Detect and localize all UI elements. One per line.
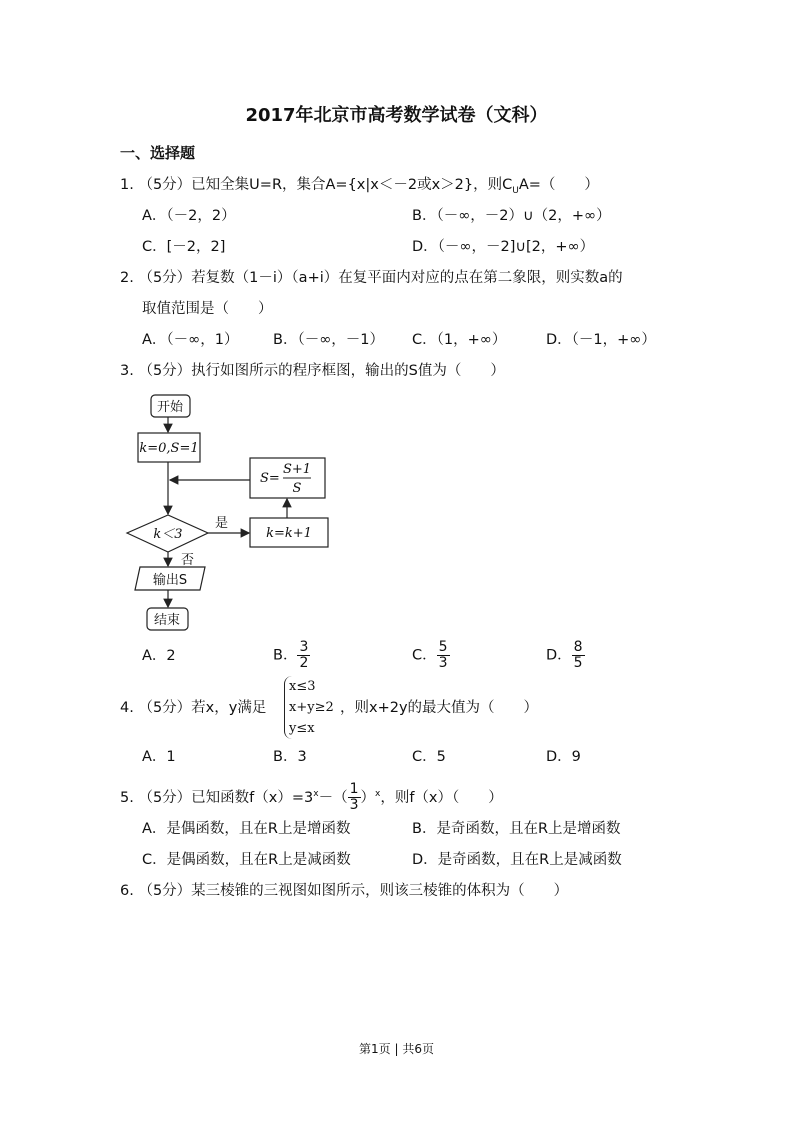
numerator: 1 [349,781,359,798]
question-text: （5分）已知函数f（x）=3 [138,789,314,806]
question-text-end: ，则f（x）（ ） [380,789,503,806]
fraction [297,640,310,671]
question-6 [120,881,568,901]
question-4 [120,698,266,718]
option-c [412,640,450,671]
output-label: 输出S [152,573,188,588]
question-text: （5分）若复数（1－i）（a+i）在复平面内对应的点在第二象限，则实数a的 [138,270,623,286]
option-c: C．（1，+∞） [412,332,507,348]
condition-label: k＜3 [153,527,183,542]
fraction [437,640,450,671]
question-text-end: A=（ ） [518,177,599,193]
option-d [546,640,585,671]
init-label: k=0,S=1 [139,441,199,456]
option-b [273,640,310,671]
subscript: U [512,185,519,196]
end-label: 结束 [153,613,181,628]
section-heading: 一、选择题 [120,144,196,162]
paren: ） [360,789,375,806]
denominator: 2 [299,655,309,671]
page-footer: 第1页 | 共6页 [359,1042,434,1056]
question-text-line2: 取值范围是（ ） [142,301,273,317]
question-text: （5分）已知全集U=R，集合A={x|x＜－2或x＞2}，则C [138,177,513,193]
no-label: 否 [181,553,195,568]
question-number: 3. [120,363,134,379]
inequality: y≤x [289,721,315,736]
exponent: x [313,789,319,799]
option-b: B．是奇函数，且在R上是增函数 [412,821,621,837]
start-label: 开始 [156,400,184,415]
inequality: x≤3 [289,679,316,694]
yes-label: 是 [215,516,229,531]
option-b: B．3 [273,749,307,765]
inequality: x+y≥2 [289,700,334,715]
fraction [572,640,585,671]
update-s-numerator: S+1 [282,462,312,477]
option-c: C．5 [412,749,446,765]
increment-label: k=k+1 [266,526,312,541]
option-b: B．（－∞，－1） [273,332,385,348]
fraction [348,782,361,813]
denominator: 3 [349,797,359,814]
numerator: 5 [438,639,448,655]
question-number: 6. [120,883,134,899]
question-text-end: ，则x+2y的最大值为（ ） [340,700,539,716]
denominator: 5 [573,655,583,671]
question-text: （5分）若x，y满足 [138,700,267,716]
question-number: 1. [120,177,134,193]
question-number: 5. [120,789,134,806]
numerator: 3 [299,639,309,655]
option-label: A． [142,648,167,664]
option-c: C．[－2，2] [142,239,226,255]
option-a [142,646,176,666]
option-b: B．（－∞，－2）∪（2，+∞） [412,208,611,224]
option-label: C． [412,647,437,664]
operator: －（ [318,789,348,806]
numerator: 8 [573,639,583,655]
option-value: 2 [166,648,176,664]
question-text: （5分）执行如图所示的程序框图，输出的S值为（ ） [138,363,505,379]
option-d: D．是奇函数，且在R上是减函数 [412,852,622,868]
page-title: 2017年北京市高考数学试卷（文科） [245,105,548,126]
option-label: D． [546,647,572,664]
option-d: D．（－∞，－2]∪[2，+∞） [412,239,595,255]
option-d: D．（－1，+∞） [546,332,656,348]
option-a: A．（－∞，1） [142,332,239,348]
option-a: A．1 [142,749,176,765]
option-label: B． [273,647,298,664]
question-number: 2. [120,270,134,286]
question-number: 4. [120,700,134,716]
question-5 [120,779,503,813]
question-text: （5分）某三棱锥的三视图如图所示，则该三棱锥的体积为（ ） [138,883,569,899]
denominator: 3 [438,655,448,671]
option-d: D．9 [546,749,581,765]
option-a: A．是偶函数，且在R上是增函数 [142,821,351,837]
exponent: x [375,789,381,799]
update-s-lhs: S= [260,471,280,486]
option-a: A．（－2，2） [142,208,236,224]
option-c: C．是偶函数，且在R上是减函数 [142,852,351,868]
inequality-system [284,676,334,739]
update-s-denominator: S [292,481,302,496]
